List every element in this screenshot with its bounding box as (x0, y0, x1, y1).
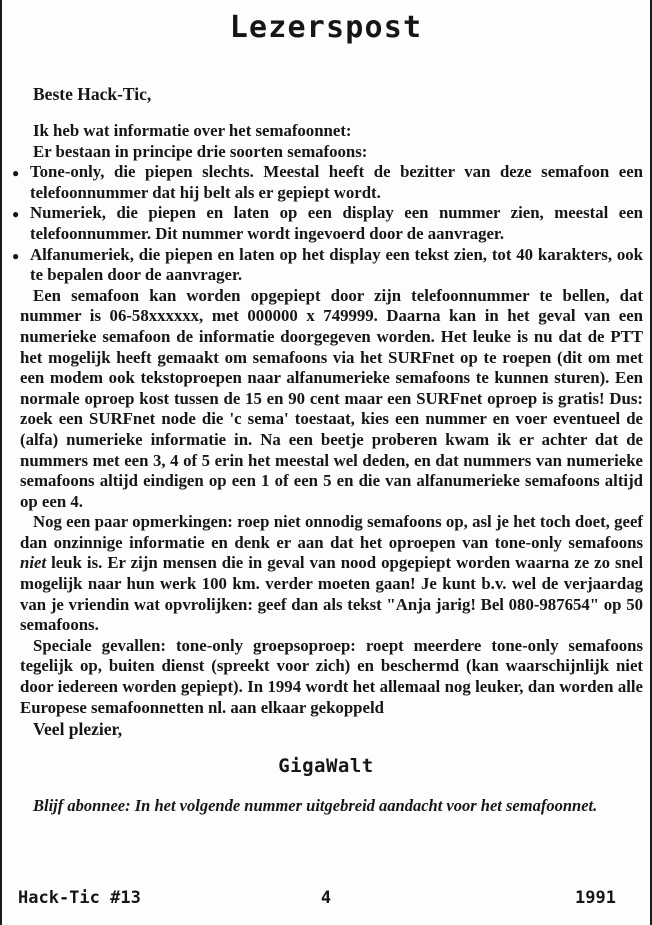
page-title: Lezerspost (229, 10, 423, 45)
footer-year: 1991 (575, 888, 616, 908)
paragraph-opmerkingen: Nog een paar opmerkingen: roep niet onnodig semafoons op, asl je het toch doet, geef dan onzinnige informatie en denk er aan dat het oproepen van tone-only semafoons niet leuk is. Er zijn mensen die in geval van nood opgepiept worden waarna ze zo snel mogelijk naar hun werk 100 km. verder moeten gaan! Je kunt b.v. wel de verjaardag van je vriendin wat opvrolijken: geef dan als tekst "Anja jarig! Bel 080-987654" op 50 semafoons. (20, 512, 643, 635)
scan-edge-left (0, 0, 2, 925)
bullet-text: Alfanumeriek, die piepen en laten op het display een tekst zien, tot 40 karakters, ook te bepalen door de aanvrager. (30, 244, 643, 285)
bullet-icon: ● (12, 207, 20, 222)
intro-line-1: Ik heb wat informatie over het semafoonnet: (33, 121, 352, 140)
bullet-item-tone-only (12, 162, 643, 203)
bullet-item-alfanumeriek (12, 244, 643, 286)
letter-salutation: Beste Hack-Tic, (33, 84, 152, 104)
paragraph-speciale-gevallen: Speciale gevallen: tone-only groepsoproep: roept meerdere tone-only semafoons tegelijk op, buiten dienst (spreekt voor zich) en beschermd (kan waarschijnlijk niet door iedereen worden gepiept). In 1994 wordt het allemaal nog leuker, dan worden alle Europese semafoonnetten nl. aan elkaar gekoppeld (20, 635, 643, 717)
footer-issue: Hack-Tic #13 (18, 888, 141, 908)
footer-page-number: 4 (320, 888, 332, 908)
letter-signature: GigaWalt (278, 755, 374, 777)
bullet-icon: ● (12, 248, 20, 263)
intro-line-2: Er bestaan in principe drie soorten semafoons: (33, 141, 368, 161)
letter-closing: Veel plezier, (33, 719, 123, 739)
bullet-item-numeriek (12, 203, 643, 244)
subscription-note: Blijf abonnee: In het volgende nummer uitgebreid aandacht voor het semafoonnet. (33, 796, 598, 815)
bullet-text: Tone-only, die piepen slechts. Meestal heeft de bezitter van deze semafoon een telefoonnummer dat hij belt als er gepiept wordt. (30, 162, 643, 202)
paragraph-semafoon-info: Een semafoon kan worden opgepiept door zijn telefoonnummer te bellen, dat nummer is 06-58xxxxxx, met 000000 x 749999. Daarna kan in het geval van een numerieke semafoon de informatie doorgegeven worden. Het leuke is nu dat de PTT het mogelijk heeft gemaakt om semafoons via het SURFnet op te roepen (dit om met een modem ook tekstoproepen naar alfanumerieke semafoons te kunnen sturen). Een normale oproep kost tussen de 15 en 90 cent maar een SURFnet oproep is gratis! Dus: zoek een SURFnet node die 'c sema' toestaat, kies een nummer en voer eventueel de (alfa) numerieke informatie in. Na een beetje proberen kwam ik er achter dat de nummers met een 3, 4 of 5 erin het meestal wel deden, en dat nummers van numerieke semafoons altijd eindigen op een 1 of een 5 en die van alfanumerieke semafoons altijd op een 4. (20, 285, 643, 511)
bullet-text: Numeriek, die piepen en laten op een display een nummer zien, meestal een telefoonnummer. Dit nummer wordt ingevoerd door de aanvrager. (30, 203, 643, 243)
letter-body (12, 121, 643, 718)
bullet-icon: ● (12, 166, 20, 181)
